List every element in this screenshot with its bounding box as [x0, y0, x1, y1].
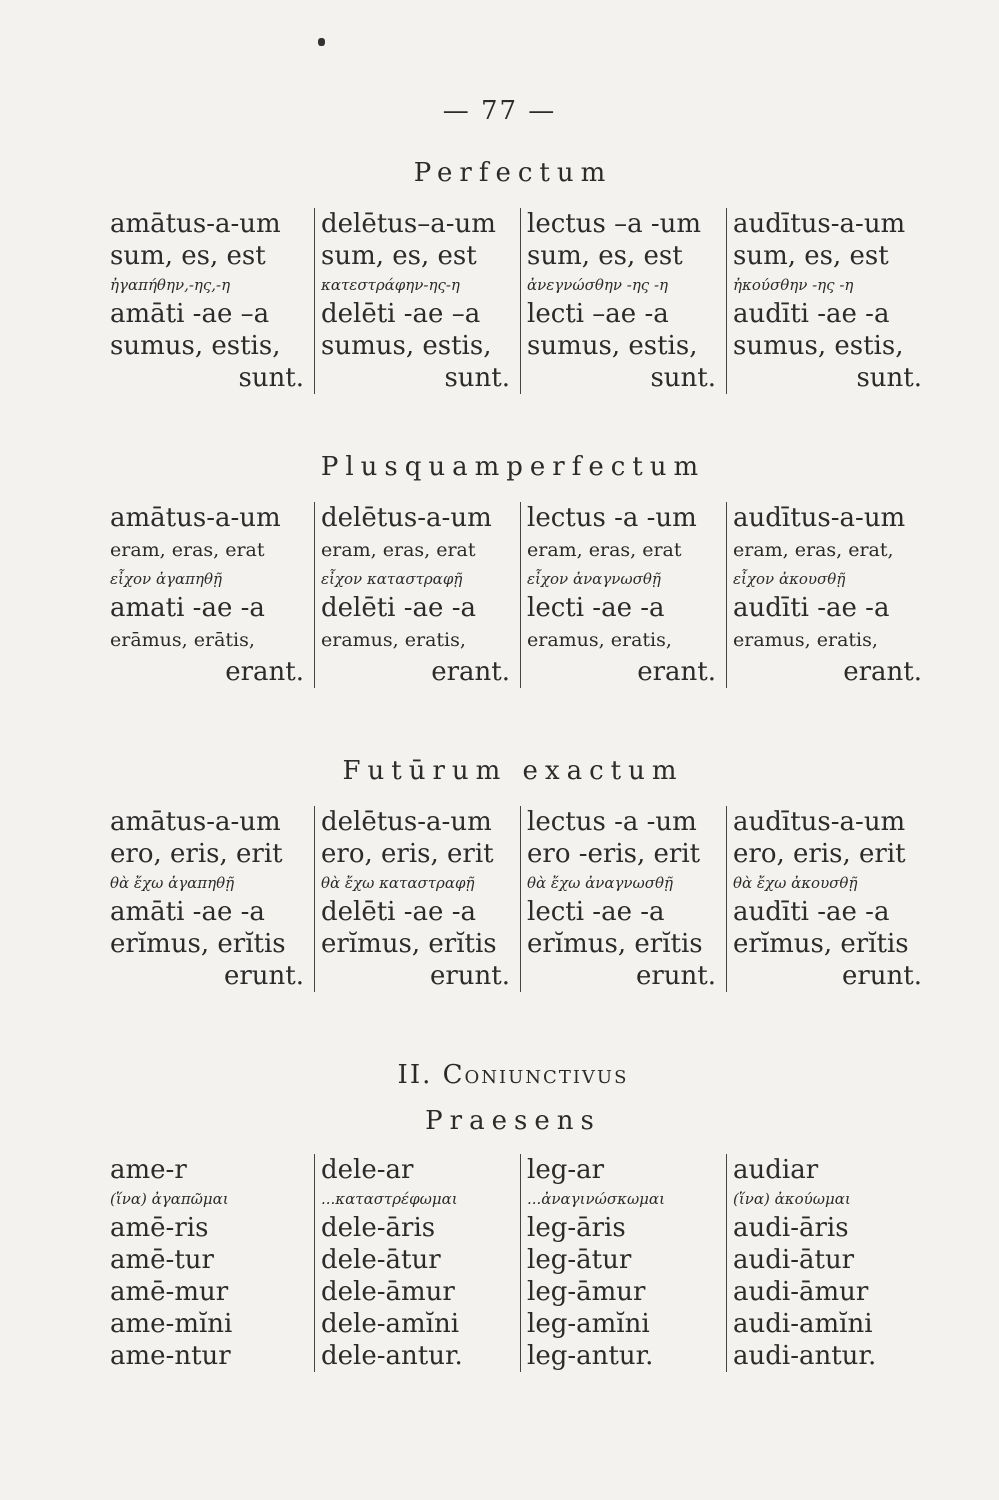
cell: audi-āris	[733, 1213, 849, 1243]
greek-translation: εἶχον ἀκουσθῇ	[733, 570, 846, 588]
cell: eram, eras, erat	[527, 539, 682, 561]
greek-translation: εἶχον ἀναγνωσθῇ	[527, 570, 661, 588]
column-first-conjugation	[108, 806, 314, 992]
cell: erĭmus, erĭtis	[321, 929, 497, 959]
cell: amātus-a-um	[110, 807, 281, 837]
greek-translation: εἶχον καταστραφῇ	[321, 570, 463, 588]
cell: erĭmus, erĭtis	[110, 929, 286, 959]
column-third-conjugation	[520, 806, 726, 992]
cell: audītus-a-um	[733, 209, 906, 239]
cell: sunt.	[650, 363, 716, 393]
section-title: Praesens	[425, 1106, 601, 1136]
cell: audi-āmur	[733, 1277, 869, 1307]
cell: amāti -ae –a	[110, 299, 270, 329]
page-number: — 77 —	[442, 96, 557, 126]
greek-translation: ...ἀναγινώσκωμαι	[527, 1190, 665, 1208]
conjugation-table	[108, 806, 922, 992]
cell: leg-antur.	[527, 1341, 654, 1371]
cell: eramus, eratis,	[733, 629, 878, 651]
cell: lectus -a -um	[527, 807, 697, 837]
section-perfectum	[108, 158, 922, 394]
cell: erĭmus, erĭtis	[733, 929, 909, 959]
cell: erĭmus, erĭtis	[527, 929, 703, 959]
conjugation-table	[108, 502, 922, 688]
column-fourth-conjugation	[726, 806, 932, 992]
cell: audīti -ae -a	[733, 593, 890, 623]
section-plusquamperfectum	[108, 452, 922, 688]
cell: erunt.	[429, 961, 510, 991]
cell: erant.	[225, 657, 304, 687]
cell: lecti -ae -a	[527, 897, 665, 927]
cell: delēti -ae –a	[321, 299, 481, 329]
cell: ero -eris, erit	[527, 839, 701, 869]
cell: erāmus, erātis,	[110, 629, 255, 651]
cell: amē-ris	[110, 1213, 209, 1243]
cell: eram, eras, erat	[110, 539, 265, 561]
conjugation-table	[108, 208, 922, 394]
cell: erant.	[843, 657, 922, 687]
cell: amē-mur	[110, 1277, 229, 1307]
cell: amati -ae -a	[110, 593, 265, 623]
cell: audiar	[733, 1155, 819, 1185]
cell: sumus, estis,	[527, 331, 698, 361]
column-third-conjugation	[520, 208, 726, 394]
column-second-conjugation	[314, 1154, 520, 1372]
cell: ame-mĭni	[110, 1309, 233, 1339]
cell: sunt.	[444, 363, 510, 393]
cell: audītus-a-um	[733, 807, 906, 837]
greek-translation: ἠγαπήθην,-ης,-η	[110, 276, 231, 294]
cell: dele-āmur	[321, 1277, 455, 1307]
column-fourth-conjugation	[726, 502, 932, 688]
cell: amē-tur	[110, 1245, 214, 1275]
column-third-conjugation	[520, 1154, 726, 1372]
cell: audīti -ae -a	[733, 897, 890, 927]
cell: amātus-a-um	[110, 209, 281, 239]
cell: ame-r	[110, 1155, 187, 1185]
cell: sum, es, est	[110, 241, 266, 271]
cell: lecti –ae -a	[527, 299, 669, 329]
section-futurum-exactum	[108, 756, 922, 992]
cell: amātus-a-um	[110, 503, 281, 533]
column-first-conjugation	[108, 502, 314, 688]
cell: ero, eris, erit	[733, 839, 906, 869]
greek-translation: θὰ ἔχω καταστραφῇ	[321, 874, 475, 892]
cell: leg-amĭni	[527, 1309, 650, 1339]
cell: delētus–a-um	[321, 209, 496, 239]
cell: erunt.	[223, 961, 304, 991]
cell: sumus, estis,	[733, 331, 904, 361]
cell: delēti -ae -a	[321, 593, 476, 623]
cell: erant.	[431, 657, 510, 687]
column-fourth-conjugation	[726, 1154, 932, 1372]
cell: eram, eras, erat	[321, 539, 476, 561]
column-third-conjugation	[520, 502, 726, 688]
cell: erunt.	[841, 961, 922, 991]
greek-translation: θὰ ἔχω ἀγαπηθῇ	[110, 874, 235, 892]
cell: lecti -ae -a	[527, 593, 665, 623]
cell: dele-āris	[321, 1213, 436, 1243]
greek-translation: ἠκούσθην -ης -η	[733, 276, 854, 294]
cell: audīti -ae -a	[733, 299, 890, 329]
cell: sumus, estis,	[110, 331, 281, 361]
cell: audi-antur.	[733, 1341, 877, 1371]
cell: audītus-a-um	[733, 503, 906, 533]
cell: audi-ātur	[733, 1245, 855, 1275]
cell: delētus-a-um	[321, 503, 492, 533]
chapter-heading: II. Coniunctivus	[397, 1060, 629, 1090]
cell: leg-ar	[527, 1155, 605, 1185]
column-fourth-conjugation	[726, 208, 932, 394]
section-title: Perfectum	[413, 158, 613, 188]
cell: sunt.	[856, 363, 922, 393]
cell: dele-ātur	[321, 1245, 441, 1275]
column-second-conjugation	[314, 208, 520, 394]
cell: sum, es, est	[733, 241, 889, 271]
pencil-marginalia	[58, 319, 99, 337]
cell: sum, es, est	[321, 241, 477, 271]
cell: eram, eras, erat,	[733, 539, 894, 561]
cell: sumus, estis,	[321, 331, 492, 361]
cell: lectus -a -um	[527, 503, 697, 533]
greek-translation: (ἵνα) ἀγαπῶμαι	[110, 1190, 229, 1208]
cell: ame-ntur	[110, 1341, 231, 1371]
cell: eramus, eratis,	[527, 629, 672, 651]
cell: dele-amĭni	[321, 1309, 460, 1339]
greek-translation: ...καταστρέφωμαι	[321, 1190, 458, 1208]
cell: amāti -ae -a	[110, 897, 265, 927]
cell: ero, eris, erit	[110, 839, 283, 869]
cell: dele-antur.	[321, 1341, 463, 1371]
cell: leg-āmur	[527, 1277, 646, 1307]
ink-blot	[318, 38, 325, 46]
cell: sunt.	[238, 363, 304, 393]
greek-translation: θὰ ἔχω ἀναγνωσθῇ	[527, 874, 674, 892]
greek-translation: ἀνεγνώσθην -ης -η	[527, 276, 669, 294]
greek-translation: κατεστράφην-ης-η	[321, 276, 460, 294]
section-coniunctivus-praesens	[108, 1060, 918, 1372]
cell: sum, es, est	[527, 241, 683, 271]
cell: leg-ātur	[527, 1245, 632, 1275]
cell: lectus –a -um	[527, 209, 702, 239]
cell: ero, eris, erit	[321, 839, 494, 869]
conjugation-table	[108, 1154, 918, 1372]
cell: leg-āris	[527, 1213, 626, 1243]
cell: eramus, eratis,	[321, 629, 466, 651]
column-first-conjugation	[108, 1154, 314, 1372]
section-title: Futūrum exactum	[342, 756, 684, 786]
cell: delēti -ae -a	[321, 897, 476, 927]
cell: audi-amĭni	[733, 1309, 873, 1339]
column-second-conjugation	[314, 806, 520, 992]
cell: delētus-a-um	[321, 807, 492, 837]
greek-translation: θὰ ἔχω ἀκουσθῇ	[733, 874, 858, 892]
cell: erant.	[637, 657, 716, 687]
column-second-conjugation	[314, 502, 520, 688]
greek-translation: εἶχον ἀγαπηθῇ	[110, 570, 223, 588]
column-first-conjugation	[108, 208, 314, 394]
greek-translation: (ἵνα) ἀκούωμαι	[733, 1190, 851, 1208]
cell: erunt.	[635, 961, 716, 991]
section-title: Plusquamperfectum	[320, 452, 706, 482]
cell: dele-ar	[321, 1155, 414, 1185]
